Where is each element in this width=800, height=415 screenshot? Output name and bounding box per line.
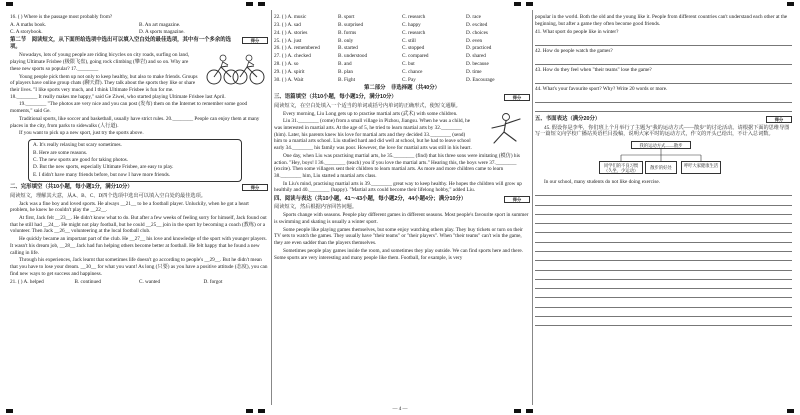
cloze-paragraph: At first, Jack felt __23__. He didn't know what to do. But after a few weeks of feeling sorry for himself, Jack found out that he still had __24__. He might not play football, but he could __25__ join in the sport by becoming a coach (教练) or a volunteer. Then Jack __26__ volunteering at the local football club. [10, 215, 267, 235]
martial-arts-figure-icon [476, 111, 528, 147]
section-title: 得分 四、阅读与表达（共10小题，41～43小题，每小题2分，44小题4分；满分10分） [274, 196, 530, 203]
option: 22. ( ) A. music [274, 14, 307, 20]
registration-mark [526, 2, 533, 6]
option: A. It's really relaxing but scary sometimes. [33, 142, 122, 149]
question-41: 41. What sport do people like in winter? [535, 28, 619, 35]
reading-paragraph: Young people pick them up not only to keep healthy, but also to make friends. Groups of players have online group chats (聊天群). They talk about the sports they like or share their lives. "I like sports very much, and I think Ultimate Frisbee is fun for me. 18.________ It really makes me happy," said Ge Ziwei, who started playing Ultimate Frisbee last April. [10, 73, 226, 100]
option: D. A sports magazine. [139, 28, 185, 35]
question-16-options [10, 29, 268, 36]
option: D. practiced [466, 45, 492, 52]
option: 24. ( ) A. stories [274, 29, 308, 36]
reading-paragraph: 19.________ "The photos are very nice and you can post (发布) them on the Internet to remember some good moments," said Ge. [10, 101, 248, 115]
passage-paragraph: Some people like playing games themselves, but some enjoy watching others play. They buy tickets or turn on their TV sets to watch the games. They usually have "their teams" or "their players". When "their teams" can't win the game, they are even sadder than the players themselves. [274, 226, 523, 247]
choice-row [274, 22, 530, 29]
passage-paragraph: Sometimes people play games inside the room, and sometimes they play outside. We can find sports here and there. Some sports are very interesting and many people like them. Football, for example, is very [274, 247, 523, 261]
option: B. understood [338, 53, 368, 60]
mind-map-node: 呼吁大家健康生活 [681, 161, 721, 174]
cyclists-illustration-icon [204, 52, 266, 86]
cloze-paragraph: He quickly became an important part of the club. He __27__ his love and knowledge of the sport with younger players. It wasn't his dream job, __28__ Jack had fun helping others become better at football. He felt happy that he found a new calling in life. [10, 236, 267, 256]
option: C. compared [402, 53, 429, 60]
writing-prompt: 45. 假设你是李华，你们班上个月举行了主题为"我的运动方式——散步"的讨论活动。请根据下面的思维导图写一篇短文向学校广播站英语栏目投稿，说明大家平时的运动方式，作文的开头已给出，不计入总词数。 [535, 124, 790, 138]
cloze-paragraph: Through his experiences, Jack learnt that sometimes life doesn't go according to people's __29__. But he didn't mean that you have to lose your dream. __30__ for what you want! As long (只要) as you have a positive attitude (态度), you can find new ways to get success and happiness. [10, 257, 268, 277]
question-44: 44. What's your favourite sport? Why? Write 20 words or more. [535, 85, 668, 92]
passage-paragraph: popular in the world. Both the old and the young like it. People from different countries can't understand each other at the beginning, but after a game they often become good friends. [535, 14, 788, 27]
writing-line[interactable] [535, 224, 792, 233]
score-box: 得分 [242, 37, 268, 44]
option: C. Pay [402, 76, 416, 83]
option: B. Fight [338, 76, 356, 83]
mind-map-node: 散步的好处 [645, 161, 677, 174]
cloze-paragraph: Jack was a fine boy and loved sports. He always __21__ to be a football player. Unluckily, when he got a heart problem, he knew he couldn't play the __22__. [10, 200, 249, 214]
option: B. sport [338, 14, 355, 20]
choice-row [274, 14, 530, 21]
mind-map-node: 同学们的不良习惯（久坐、少运动） [599, 161, 643, 174]
option: 29. ( ) A. spirit [274, 68, 305, 75]
section-title: 得分 二、完形填空（共10小题，每小题1分，满分10分） [10, 184, 268, 191]
writing-line[interactable] [535, 280, 792, 289]
registration-mark [246, 2, 253, 6]
writing-line[interactable] [535, 233, 792, 242]
question-21-options [10, 279, 268, 286]
column-1 [10, 14, 268, 403]
option: D. time [466, 68, 482, 75]
score-box: 得分 [766, 116, 792, 123]
option: C. research [402, 14, 426, 20]
choice-row [274, 53, 530, 60]
writing-line[interactable] [535, 271, 792, 280]
column-3 [535, 14, 792, 403]
option: B. surprised [338, 21, 364, 28]
registration-mark [514, 2, 521, 6]
answer-line[interactable] [535, 55, 792, 64]
choice-row [274, 38, 530, 45]
choice-row [274, 61, 530, 68]
option: D. even [466, 37, 483, 44]
writing-line[interactable] [535, 308, 792, 317]
reading-paragraph: Traditional sports, like soccer and basketball, usually have strict rules. 20.________ People can enjoy them at many places in the city, from parks to sidewalks (人行道). [10, 115, 260, 129]
option: B. plan [338, 68, 353, 75]
option: 30. ( ) A. Wait [274, 76, 304, 83]
option: B. Here are some reasons. [33, 149, 88, 156]
option: A. A maths book. [10, 21, 47, 28]
option: B. and [338, 61, 352, 68]
mind-map-root: 我的运动方式——散步 [631, 141, 691, 149]
mind-map [535, 140, 792, 176]
question-42: 42. How do people watch the games? [535, 47, 613, 54]
option: 21. ( ) A. helped [10, 278, 44, 285]
option: C. wanted [139, 278, 161, 285]
registration-mark [787, 2, 794, 6]
option: D. shared [466, 53, 486, 60]
writing-line[interactable] [535, 252, 792, 261]
score-box: 得分 [504, 94, 530, 101]
passage-paragraph: In Liu's mind, practising martial arts is 39.________ great way to keep healthy. He hopes the children will grow up healthily and 40.________ (happy). "Martial arts could become their lifelong hobby," added Liu. [274, 180, 522, 194]
option: 27. ( ) A. checked [274, 53, 311, 60]
option: D. excited [466, 21, 488, 28]
answer-line[interactable] [535, 36, 792, 45]
score-box: 得分 [242, 184, 268, 191]
passage-paragraph: Every morning, Liu Long gets up to practise martial arts (武术) with some children. [283, 110, 458, 117]
option: C. chance [402, 68, 423, 75]
option: 28. ( ) A. so [274, 61, 299, 68]
writing-line[interactable] [535, 261, 792, 270]
option: C. A storybook. [10, 28, 43, 35]
page-number: — 4 — [392, 406, 408, 412]
answer-line[interactable] [535, 75, 792, 84]
section-title: 得分 第二节 阅读短文，从下面所给选项中选出可以填入空白处的最佳选项，其中有一个多余的选项。 [10, 37, 268, 51]
passage-paragraph: Sports change with seasons. People play different games in different seasons. Most people's favourite sport in summer is swimming and skating is usually a winter sport. [274, 212, 529, 225]
section-title: 得分 三、语篇填空（共10小题，每小题1分，满分10分） [274, 94, 530, 101]
option: B. started [338, 45, 358, 52]
option: 23. ( ) A. sad [274, 21, 301, 28]
writing-line[interactable] [535, 289, 792, 298]
choice-row [274, 45, 530, 52]
option: D. because [466, 61, 489, 68]
option: C. still [402, 37, 416, 44]
option: D. But the new sports, especially Ultimate Frisbee, are easy to play. [33, 164, 174, 171]
question-16: 16. ( ) Where is the passage most probably from? [10, 14, 113, 20]
writing-line[interactable] [535, 298, 792, 307]
writing-line[interactable] [535, 196, 792, 205]
option: B. continued [74, 278, 102, 285]
option: C. stopped [402, 45, 425, 52]
choice-row [274, 69, 530, 76]
option: D. forgot [203, 278, 223, 285]
answer-line[interactable] [535, 94, 792, 103]
choice-row [274, 30, 530, 37]
option: B. forms [338, 29, 357, 36]
registration-mark [258, 2, 265, 6]
part-title: 第二部分 非选择题（共40分） [363, 85, 441, 92]
writing-line[interactable] [535, 215, 792, 224]
passage-paragraph: Liu 31.________ (come) from a small village in Pizhou, Jiangsu. When he was a child, he was interested in martial arts. At the age of 5, he tried to learn martial arts by 32.________ (him). Later, his parents knew his love for martial arts and they decided 33.________ (send) him to a martial arts school. Liu studied hard and did well at school, but he had to leave school early 34.________ his family was poor. However, the love for martial arts was still in his heart. [274, 118, 472, 152]
option: C. research [402, 29, 426, 36]
reading-paragraph: If you want to pick up a new sport, just try the sports above. [19, 130, 144, 137]
options-box [28, 139, 242, 182]
column-divider [532, 10, 533, 405]
option: 25. ( ) A. just [274, 37, 302, 44]
section-instructions: 阅读短文，在空白处填入一个适当的单词或括号内单词的正确形式，使短文通顺。 [274, 102, 461, 109]
writing-line[interactable] [535, 243, 792, 252]
question-16-options [10, 22, 268, 29]
column-divider [271, 10, 272, 405]
essay-opening: In our school, many students do not like doing exercise. [544, 179, 660, 186]
option: C. The new sports are good for taking photos. [33, 157, 128, 163]
section-title: 得分 五、书面表达（满分20分） [535, 116, 792, 123]
option: D. race [466, 14, 481, 20]
section-instructions: 阅读短文，理解其大意，从A、B、C、D四个选项中选出可以填入空白处的最佳选项。 [10, 192, 206, 199]
score-box: 得分 [504, 196, 530, 203]
registration-mark [6, 2, 13, 6]
writing-line[interactable] [535, 317, 792, 326]
answer-line[interactable] [535, 103, 792, 112]
option: B. An art magazine. [139, 21, 181, 28]
passage-paragraph: One day, when Liu was practising martial arts, he 35.________ (find) that his three sons were imitating (模仿) his action. "Hey, boys! I 36.________ (teach) you if you love the martial arts." Hearing this, the boys were 37.________ (excite). Then some villagers sent their children to learn martial arts. As more and more children came to learn 38.________ him, Liu started a martial arts class. [274, 152, 520, 179]
section-instructions: 阅读短文，然后根据内容回答问题。 [274, 204, 358, 211]
option: D. Encourage [466, 76, 495, 83]
option: C. happy [402, 21, 421, 28]
column-2 [274, 14, 530, 403]
choice-row [274, 77, 530, 84]
question-43: 43. How do they feel when "their teams" lose the game? [535, 66, 652, 73]
option: C. but [402, 61, 415, 68]
option: D. choices [466, 29, 488, 36]
writing-line[interactable] [535, 187, 792, 196]
reading-paragraph: Nowadays, lots of young people are riding bicycles on city roads, surfing on land, playing Ultimate Frisbee (极限飞盘), going rock climbing (攀岩) and so on. Why are these new sports so popular? 17.________ [10, 52, 189, 72]
option: B. only [338, 37, 354, 44]
writing-line[interactable] [535, 206, 792, 215]
option: 26. ( ) A. remembered [274, 45, 320, 52]
option: E. I didn't have many friends before, but now I have more friends. [33, 171, 171, 178]
